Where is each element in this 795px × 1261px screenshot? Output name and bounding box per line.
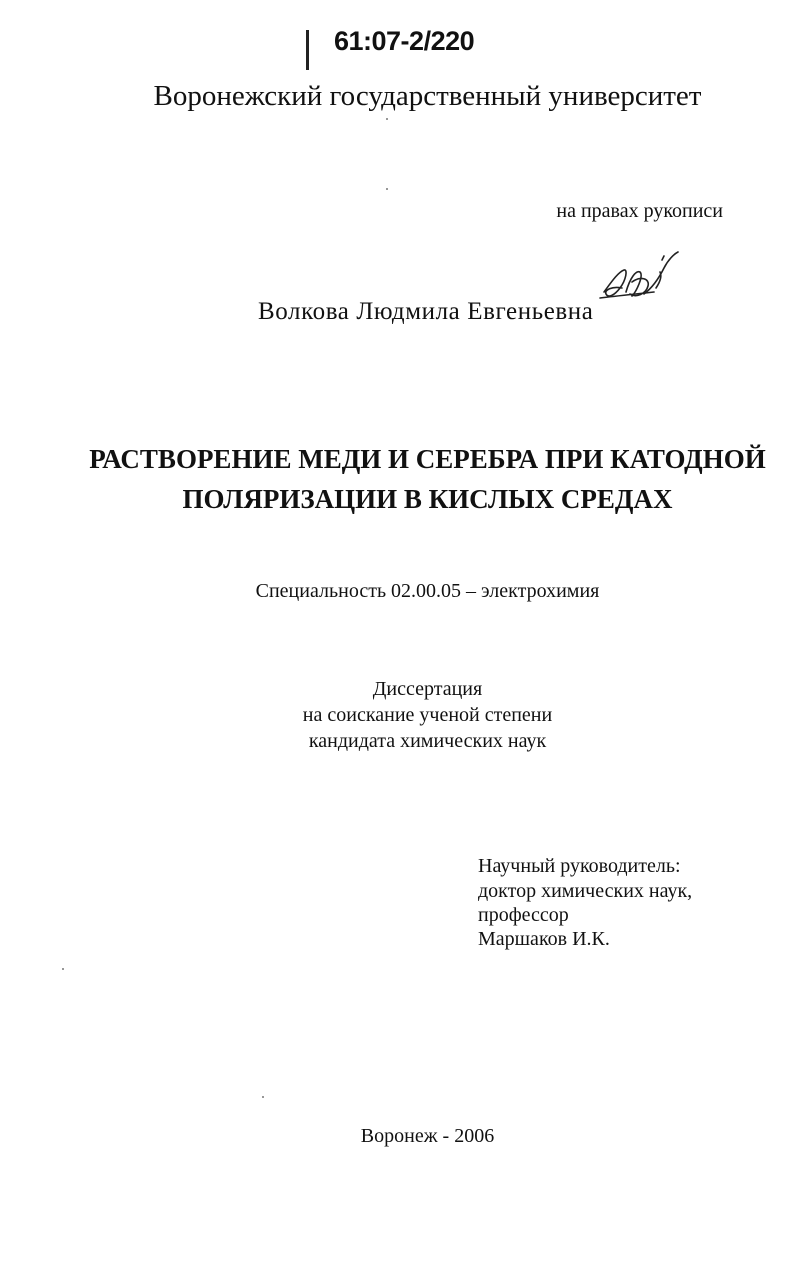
degree-purpose: на соискание ученой степени [302, 704, 553, 726]
scan-speck [386, 188, 388, 190]
dissertation-title-line-2: ПОЛЯРИЗАЦИИ В КИСЛЫХ СРЕДАХ [182, 484, 673, 514]
dissertation-type: Диссертация [372, 678, 483, 700]
scan-margin-line [306, 30, 309, 70]
city-year: Воронеж - 2006 [360, 1125, 495, 1147]
advisor-name: Маршаков И.К. [478, 928, 610, 950]
advisor-degree: доктор химических наук, [478, 880, 693, 902]
author-name: Волкова Людмила Евгеньевна [258, 298, 594, 325]
scan-speck [62, 968, 64, 970]
handwritten-signature [596, 248, 686, 310]
degree-name: кандидата химических наук [308, 730, 547, 752]
scan-speck [262, 1096, 264, 1098]
manuscript-rights-note: на правах рукописи [556, 200, 723, 222]
library-catalog-code: 61:07-2/220 [334, 26, 475, 56]
dissertation-title-line-1: РАСТВОРЕНИЕ МЕДИ И СЕРЕБРА ПРИ КАТОДНОЙ [89, 444, 766, 474]
advisor-heading: Научный руководитель: [478, 855, 681, 877]
university-name: Воронежский государственный университет [153, 80, 702, 112]
advisor-title: профессор [478, 904, 569, 926]
speciality-line: Специальность 02.00.05 – электрохимия [255, 580, 600, 602]
scan-speck [386, 118, 388, 120]
